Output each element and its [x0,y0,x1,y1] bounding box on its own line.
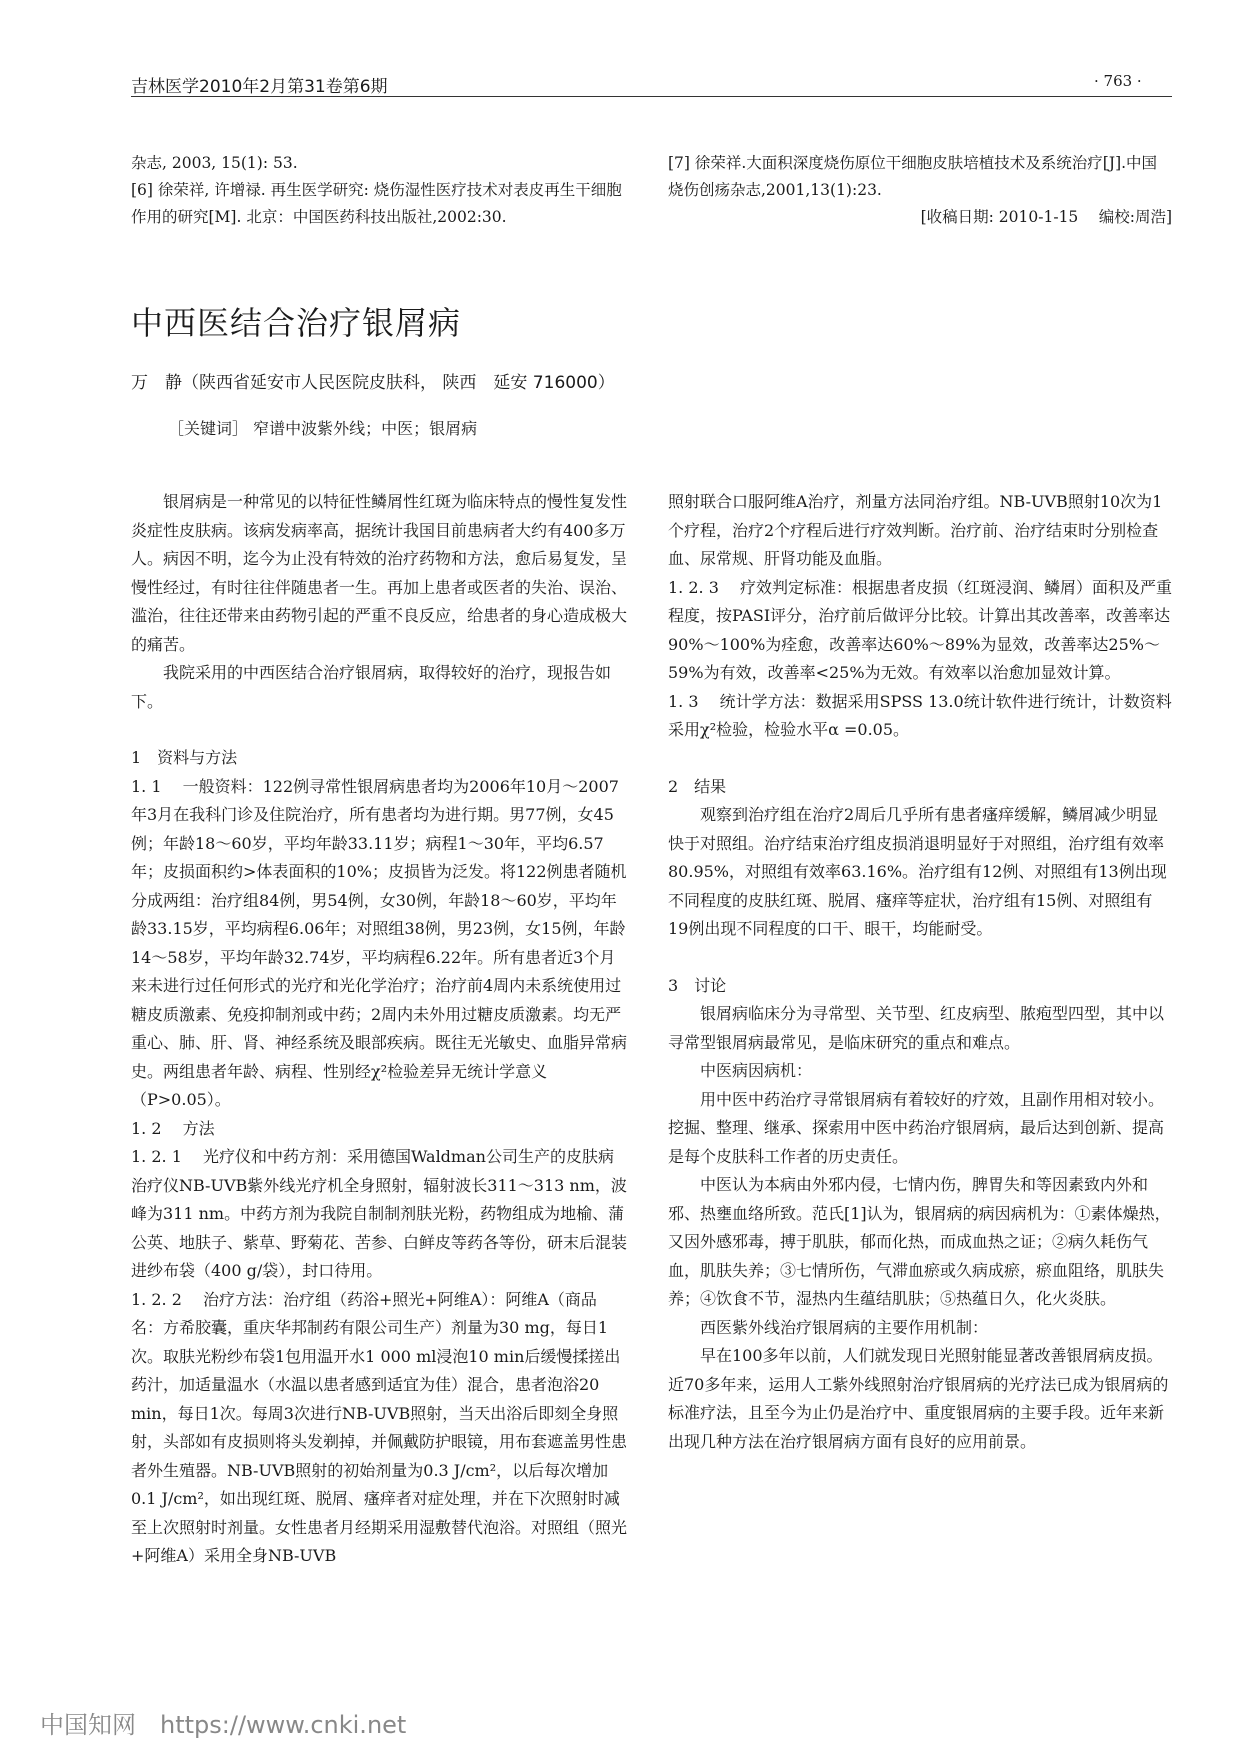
paragraph: 银屑病临床分为寻常型、关节型、红皮病型、脓疱型四型，其中以寻常型银屑病最常见，是临床研究的重点和难点。 [668,1004,1165,1052]
paragraph: 1. 2. 2 治疗方法：治疗组（药浴+照光+阿维A）：阿维A（商品名：方希胶囊，重庆华邦制药有限公司生产）剂量为30 mg，每日1次。取肤光粉纱布袋1包用温开水1 000 ml浸泡10 min后缓慢揉搓出药汁，加适量温水（水温以患者感到适宜为佳）混合，患者泡浴20 min，每日1次。每周3次进行NB-UVB照射，当天出浴后即刻全身照射，头部如有皮损则将头发剃掉，并佩戴防护眼镜，用布套遮盖男性患者外生殖器。NB-UVB照射的初始剂量为0.3 J/cm²，以后每次增加0.1 J/cm²，如出现红斑、脱屑、瘙痒者对症处理，并在下次照射时减至上次照射时剂量。女性患者月经期采用湿敷替代泡浴。对照组（照光+阿维A）采用全身NB-UVB [131,1289,628,1565]
left-column [131,488,627,1571]
reference-item: [7] 徐荣祥.大面积深度烧伤原位干细胞皮肤培植技术及系统治疗[J].中国烧伤创疡杂志,2001,13(1):23. [668,154,1158,199]
paragraph: 1. 2. 3 疗效判定标准：根据患者皮损（红斑浸润、鳞屑）面积及严重程度，按PASI评分，治疗前后做评分比较。计算出其改善率，改善率达90%～100%为痊愈，改善率达60%～89%为显效，改善率达25%～59%为有效，改善率<25%为无效。有效率以治愈加显效计算。 [668,577,1172,682]
reference-item: [6] 徐荣祥, 许增禄. 再生医学研究: 烧伤湿性医疗技术对表皮再生干细胞作用的研究[M]. 北京：中国医药科技出版社,2002:30. [131,181,622,226]
page-number: · 763 · [1094,72,1142,90]
subsection-heading: 1. 2 方法 [131,1118,215,1138]
paragraph: 银屑病是一种常见的以特征性鳞屑性红斑为临床特点的慢性复发性炎症性皮肤病。该病发病率高，据统计我国目前患病者大约有400多万人。病因不明，迄今为止没有特效的治疗药物和方法，愈后易复发，呈慢性经过，有时往往伴随患者一生。再加上患者或医者的失治、误治、滥治，往往还带来由药物引起的严重不良反应，给患者的身心造成极大的痛苦。 [131,492,628,654]
journal-header: 吉林医学2010年2月第31卷第6期 [131,77,388,97]
subheading: 中医病因病机： [700,1061,813,1080]
references-left [131,150,627,231]
section-heading: 1 资料与方法 [131,748,238,767]
section-heading: 3 讨论 [668,975,727,995]
paragraph: 1. 1 一般资料：122例寻常性银屑病患者均为2006年10月～2007年3月在我科门诊及住院治疗，所有患者均为进行期。男77例，女45例；年龄18～60岁，平均年龄33.11岁；病程1～30年，平均6.57年；皮损面积约>体表面积的10%；皮损皆为泛发。将122例患者随机分成两组：治疗组84例，男54例，女30例，年龄18～60岁，平均年龄33.15岁，平均病程6.06年；对照组38例，男23例，女15例，年龄14～58岁，平均年龄32.74岁，平均病程6.22年。所有患者近3个月来未进行过任何形式的光疗和光化学治疗；治疗前4周内未系统使用过糖皮质激素、免疫抑制剂或中药；2周内未外用过糖皮质激素。均无严重心、肺、肝、肾、神经系统及眼部疾病。既往无光敏史、血脂异常病史。两组患者年龄、病程、性别经χ²检验差异无统计学意义（P>0.05）。 [131,776,628,1109]
reference-item: 杂志, 2003, 15(1): 53. [131,154,298,172]
paragraph: 早在100多年以前，人们就发现日光照射能显著改善银屑病皮损。近70多年来，运用人工紫外线照射治疗银屑病的光疗法已成为银屑病的标准疗法，且至今为止仍是治疗中、重度银屑病的主要手段。近年来新出现几种方法在治疗银屑病方面有良好的应用前景。 [668,1346,1169,1451]
article-author: 万 静（陕西省延安市人民医院皮肤科， 陕西 延安 716000） [131,373,615,393]
paragraph: 观察到治疗组在治疗2周后几乎所有患者瘙痒缓解，鳞屑减少明显快于对照组。治疗结束治疗组皮损消退明显好于对照组，治疗组有效率80.95%，对照组有效率63.16%。治疗组有12例、对照组有13例出现不同程度的皮肤红斑、脱屑、瘙痒等症状，治疗组有15例、对照组有19例出现不同程度的口干、眼干，均能耐受。 [668,805,1167,938]
paragraph: 中医认为本病由外邪内侵，七情内伤，脾胃失和等因素致内外和邪、热壅血络所致。范氏[1]认为，银屑病的病因病机为：①素体燥热，又因外感邪毒，搏于肌肤，郁而化热，而成血热之证；②病久耗伤气血，肌肤失养；③七情所伤，气滞血瘀或久病成瘀，瘀血阻络，肌肤失养；④饮食不节，湿热内生蕴结肌肤；⑤热蕴日久，化火炎肤。 [668,1175,1171,1308]
paragraph: 我院采用的中西医结合治疗银屑病，取得较好的治疗，现报告如下。 [131,663,612,711]
right-column [668,488,1172,1456]
paragraph: 1. 3 统计学方法：数据采用SPSS 13.0统计软件进行统计，计数资料采用χ²检验，检验水平α =0.05。 [668,691,1172,739]
cnki-watermark: 中国知网 https://www.cnki.net [40,1711,407,1739]
paragraph: 照射联合口服阿维A治疗，剂量方法同治疗组。NB-UVB照射10次为1个疗程，治疗2个疗程后进行疗效判断。治疗前、治疗结束时分别检查血、尿常规、肝肾功能及血脂。 [668,492,1163,568]
article-title: 中西医结合治疗银屑病 [131,304,462,342]
references-right [668,150,1172,231]
subheading: 西医紫外线治疗银屑病的主要作用机制： [700,1317,989,1337]
header-rule [131,96,1172,97]
article-keywords: ［关键词］ 窄谱中波紫外线；中医；银屑病 [168,419,478,438]
paragraph: 1. 2. 1 光疗仪和中药方剂：采用德国Waldman公司生产的皮肤病治疗仪NB-UVB紫外线光疗机全身照射，辐射波长311～313 nm，波峰为311 nm。中药方剂为我院自制制剂肤光粉，药物组成为地榆、蒲公英、地肤子、紫草、野菊花、苦参、白鲜皮等药各等份，研末后混装进纱布袋（400 g/袋），封口待用。 [131,1147,628,1280]
paragraph: 用中医中药治疗寻常银屑病有着较好的疗效，且副作用相对较小。挖掘、整理、继承、探索用中医中药治疗银屑病，最后达到创新、提高是每个皮肤科工作者的历史责任。 [668,1089,1165,1166]
received-date: [收稿日期: 2010-1-15 编校:周浩] [920,208,1172,226]
section-heading: 2 结果 [668,776,727,796]
